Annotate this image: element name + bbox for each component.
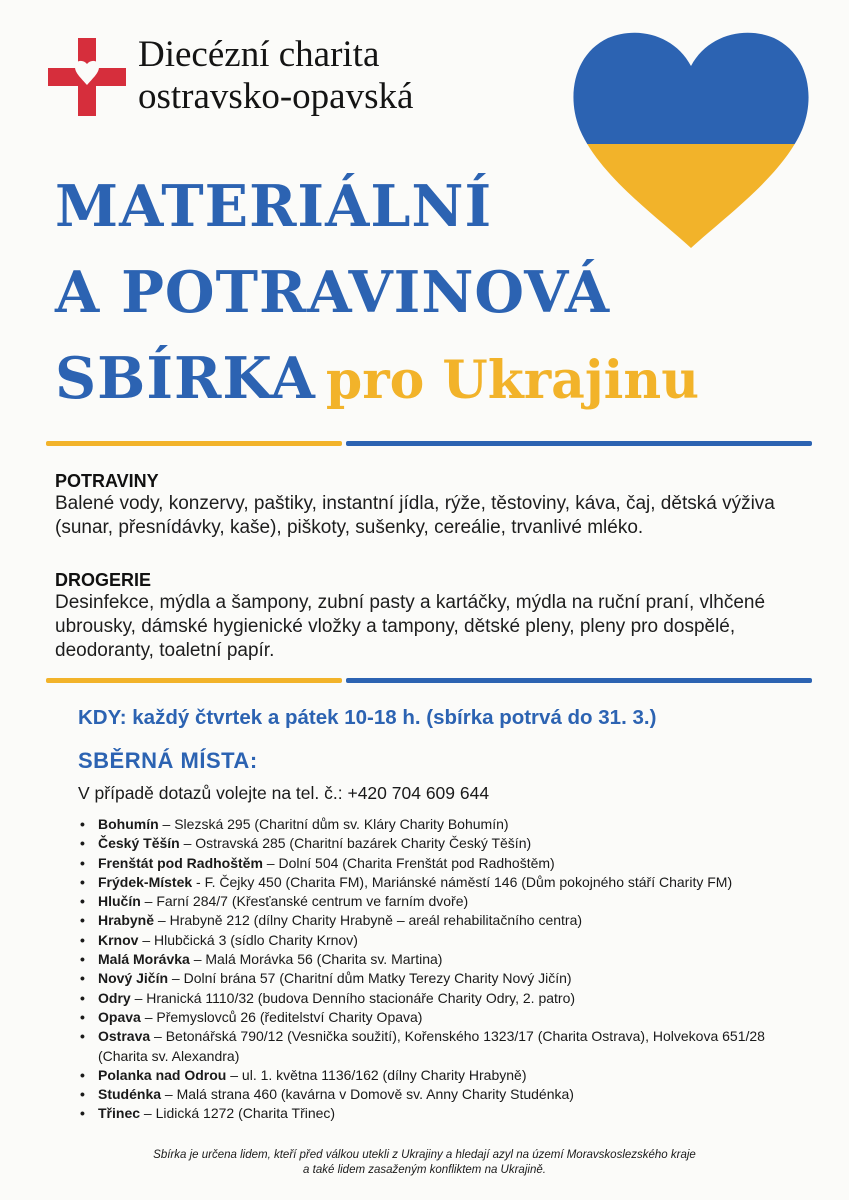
list-item — [78, 815, 818, 834]
list-item — [78, 1104, 818, 1123]
list-item — [78, 931, 818, 950]
place-detail: – Dolní 504 (Charita Frenštát pod Radhoštěm) — [262, 854, 555, 871]
place-detail: – Malá Morávka 56 (Charita sv. Martina) — [189, 951, 443, 968]
place-name: Studénka — [98, 1086, 162, 1103]
place-name: Krnov — [98, 931, 139, 948]
list-item — [78, 950, 818, 969]
place-name: Hlučín — [98, 893, 141, 910]
drugstore-section — [55, 569, 825, 663]
organization-name — [138, 34, 413, 118]
footnote-line2: a také lidem zasaženým konfliktem na Ukrajině. — [303, 1164, 546, 1176]
place-name: Ostrava — [98, 1028, 151, 1045]
list-item — [78, 989, 818, 1008]
place-name: Odry — [98, 989, 131, 1006]
place-detail: – Malá strana 460 (kavárna v Domově sv. Anny Charity Studénka) — [161, 1086, 574, 1103]
place-detail: – Farní 284/7 (Křesťanské centrum ve farním dvoře) — [140, 893, 469, 910]
contact-phone: V případě dotazů volejte na tel. č.: +420 704 609 644 — [78, 783, 490, 803]
title-line1: MATERIÁLNÍ — [55, 173, 493, 240]
food-text: Balené vody, konzervy, paštiky, instantní jídla, rýže, těstoviny, káva, čaj, dětská výživa (sunar, přesnídávky, kaše), piškoty, sušenky, cereálie, trvanlivé mléko. — [55, 493, 775, 538]
place-name: Hrabyně — [98, 912, 155, 929]
drugstore-heading: DROGERIE — [55, 570, 152, 590]
place-detail: – Přemyslovců 26 (ředitelství Charity Opava) — [140, 1008, 423, 1025]
footnote — [0, 1148, 849, 1178]
list-item — [78, 854, 818, 873]
collection-time: KDY: každý čtvrtek a pátek 10-18 h. (sbírka potrvá do 31. 3.) — [78, 706, 657, 729]
place-name: Bohumín — [98, 816, 159, 832]
place-name: Malá Morávka — [98, 951, 190, 968]
title-line2: A POTRAVINOVÁ — [55, 259, 611, 326]
divider-top — [46, 441, 812, 446]
food-section — [55, 470, 825, 540]
list-item — [78, 1085, 818, 1104]
place-name: Frýdek-Místek — [98, 873, 193, 890]
place-detail: – Hranická 1110/32 (budova Denního stacionáře Charity Odry, 2. patro) — [130, 989, 576, 1006]
organization-name-line2: ostravsko-opavská — [138, 76, 414, 117]
poster-title — [55, 164, 699, 424]
place-name: Opava — [98, 1008, 141, 1025]
place-name: Český Těšín — [98, 835, 180, 852]
list-item — [78, 834, 818, 853]
place-name: Nový Jičín — [98, 970, 169, 987]
place-detail: – Lidická 1272 (Charita Třinec) — [140, 1105, 336, 1122]
title-line3-wrap — [55, 336, 699, 424]
organization-name-line1: Diecézní charita — [138, 34, 380, 75]
place-detail: – Hlubčická 3 (sídlo Charity Krnov) — [138, 931, 358, 948]
list-item — [78, 1008, 818, 1027]
list-item — [78, 1066, 818, 1085]
place-name: Třinec — [98, 1105, 141, 1122]
list-item — [78, 892, 818, 911]
place-detail: – ul. 1. května 1136/162 (dílny Charity Hrabyně) — [226, 1066, 527, 1083]
places-list — [78, 815, 818, 1124]
title-accent: pro Ukrajinu — [325, 350, 700, 411]
place-detail: – Ostravská 285 (Charitní bazárek Charity Český Těšín) — [179, 835, 532, 852]
place-detail: – Hrabyně 212 (dílny Charity Hrabyně – areál rehabilitačního centra) — [154, 912, 583, 929]
cross-heart-icon — [48, 38, 126, 116]
list-item — [78, 873, 818, 892]
list-item — [78, 1027, 818, 1066]
footnote-line1: Sbírka je určena lidem, kteří před válkou utekli z Ukrajiny a hledají azyl na území Moravskoslezského kraje — [153, 1149, 696, 1161]
places-heading: SBĚRNÁ MÍSTA: — [78, 748, 258, 773]
divider-bottom — [46, 678, 812, 683]
list-item — [78, 969, 818, 988]
place-detail: – Betonářská 790/12 (Vesnička soužití), Kořenského 1323/17 (Charita Ostrava), Holvekova 651/28 (Charita sv. Alexandra) — [98, 1028, 765, 1064]
place-detail: – Dolní brána 57 (Charitní dům Matky Terezy Charity Nový Jičín) — [168, 970, 572, 987]
drugstore-text: Desinfekce, mýdla a šampony, zubní pasty a kartáčky, mýdla na ruční praní, vlhčené ubrousky, dámské hygienické vložky a tampony, dětské pleny, pleny pro dospělé, deodoranty, toaletní papír. — [55, 592, 766, 661]
place-detail: - F. Čejky 450 (Charita FM), Mariánské náměstí 146 (Dům pokojného stáří Charity FM) — [192, 873, 733, 890]
title-line3: SBÍRKA — [55, 345, 316, 412]
list-item — [78, 911, 818, 930]
food-heading: POTRAVINY — [55, 471, 159, 491]
place-name: Frenštát pod Radhoštěm — [98, 854, 263, 871]
place-name: Polanka nad Odrou — [98, 1066, 227, 1083]
place-detail: – Slezská 295 (Charitní dům sv. Kláry Charity Bohumín) — [158, 816, 509, 832]
